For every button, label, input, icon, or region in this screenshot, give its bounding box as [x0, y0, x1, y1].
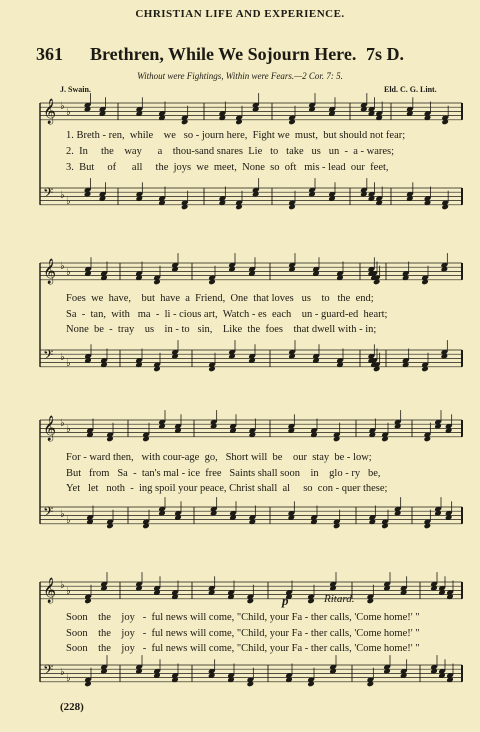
flat-icon: ♭ — [66, 358, 71, 369]
treble-clef-icon: 𝄞 — [43, 416, 57, 441]
lyric-line: Soon the joy - ful news will come, "Child, your Fa - ther calls, 'Come home!' " — [66, 628, 420, 639]
composer-credit: Eld. C. G. Lint. — [384, 85, 437, 94]
flat-icon: ♭ — [66, 267, 71, 278]
flat-icon: ♭ — [66, 107, 71, 118]
section-heading: CHRISTIAN LIFE AND EXPERIENCE. — [135, 8, 345, 20]
lyric-line: 1. Breth - ren, while we so - journ here, Fight we must, but should not fear; — [66, 130, 406, 141]
lyric-line: 3. But of all the joys we meet, None so oft mis - lead our feet, — [66, 162, 389, 173]
flat-icon: ♭ — [66, 196, 71, 207]
treble-clef-icon: 𝄞 — [43, 578, 57, 603]
lyric-line: 2. In the way a thou-sand snares Lie to take us un - a - wares; — [66, 146, 395, 157]
flat-icon: ♭ — [60, 667, 65, 678]
lyric-line: Foes we have, but have a Friend, One that loves us to the end; — [66, 293, 374, 304]
lyric-line: Yet let noth - ing spoil your peace, Christ shall al so con - quer these; — [66, 483, 388, 494]
page-number: (228) — [60, 701, 84, 713]
scripture-epigraph: Without were Fightings, Within were Fears.—2 Cor. 7: 5. — [137, 71, 343, 81]
flat-icon: ♭ — [60, 580, 65, 591]
flat-icon: ♭ — [60, 101, 65, 112]
lyric-line: Soon the joy - ful news will come, "Child, your Fa - ther calls, 'Come home!' " — [66, 612, 420, 623]
bass-clef-icon: 𝄢 — [43, 504, 54, 523]
treble-clef-icon: 𝄞 — [43, 259, 57, 284]
flat-icon: ♭ — [60, 418, 65, 429]
flat-icon: ♭ — [60, 509, 65, 520]
treble-clef-icon: 𝄞 — [43, 99, 57, 124]
flat-icon: ♭ — [60, 190, 65, 201]
lyric-line: Sa - tan, with ma - li - cious art, Watch - es each un - guard-ed heart; — [66, 309, 388, 320]
lyric-line: But from Sa - tan's mal - ice free Saints shall soon in glo - ry be, — [66, 468, 381, 479]
lyric-line: For - ward then, with cour-age go, Short will be our stay be - low; — [66, 452, 372, 463]
bass-clef-icon: 𝄢 — [43, 662, 54, 681]
flat-icon: ♭ — [66, 673, 71, 684]
flat-icon: ♭ — [66, 424, 71, 435]
flat-icon: ♭ — [66, 586, 71, 597]
ritard-marking: Ritard. — [324, 593, 355, 605]
hymn-number: 361 — [36, 44, 63, 64]
lyric-line: None be - tray us in - to sin, Like the foes that dwell with - in; — [66, 324, 377, 335]
hymn-meter: 7s D. — [366, 44, 405, 64]
lyricist-credit: J. Swain. — [60, 85, 91, 94]
bass-clef-icon: 𝄢 — [43, 347, 54, 366]
lyric-line: Soon the joy - ful news will come, "Child, your Fa - ther calls, 'Come home!' " — [66, 643, 420, 654]
flat-icon: ♭ — [60, 352, 65, 363]
flat-icon: ♭ — [60, 261, 65, 272]
bass-clef-icon: 𝄢 — [43, 185, 54, 204]
piano-dynamic: p — [282, 593, 289, 608]
hymn-title: Brethren, While We Sojourn Here. — [90, 44, 357, 64]
flat-icon: ♭ — [66, 515, 71, 526]
